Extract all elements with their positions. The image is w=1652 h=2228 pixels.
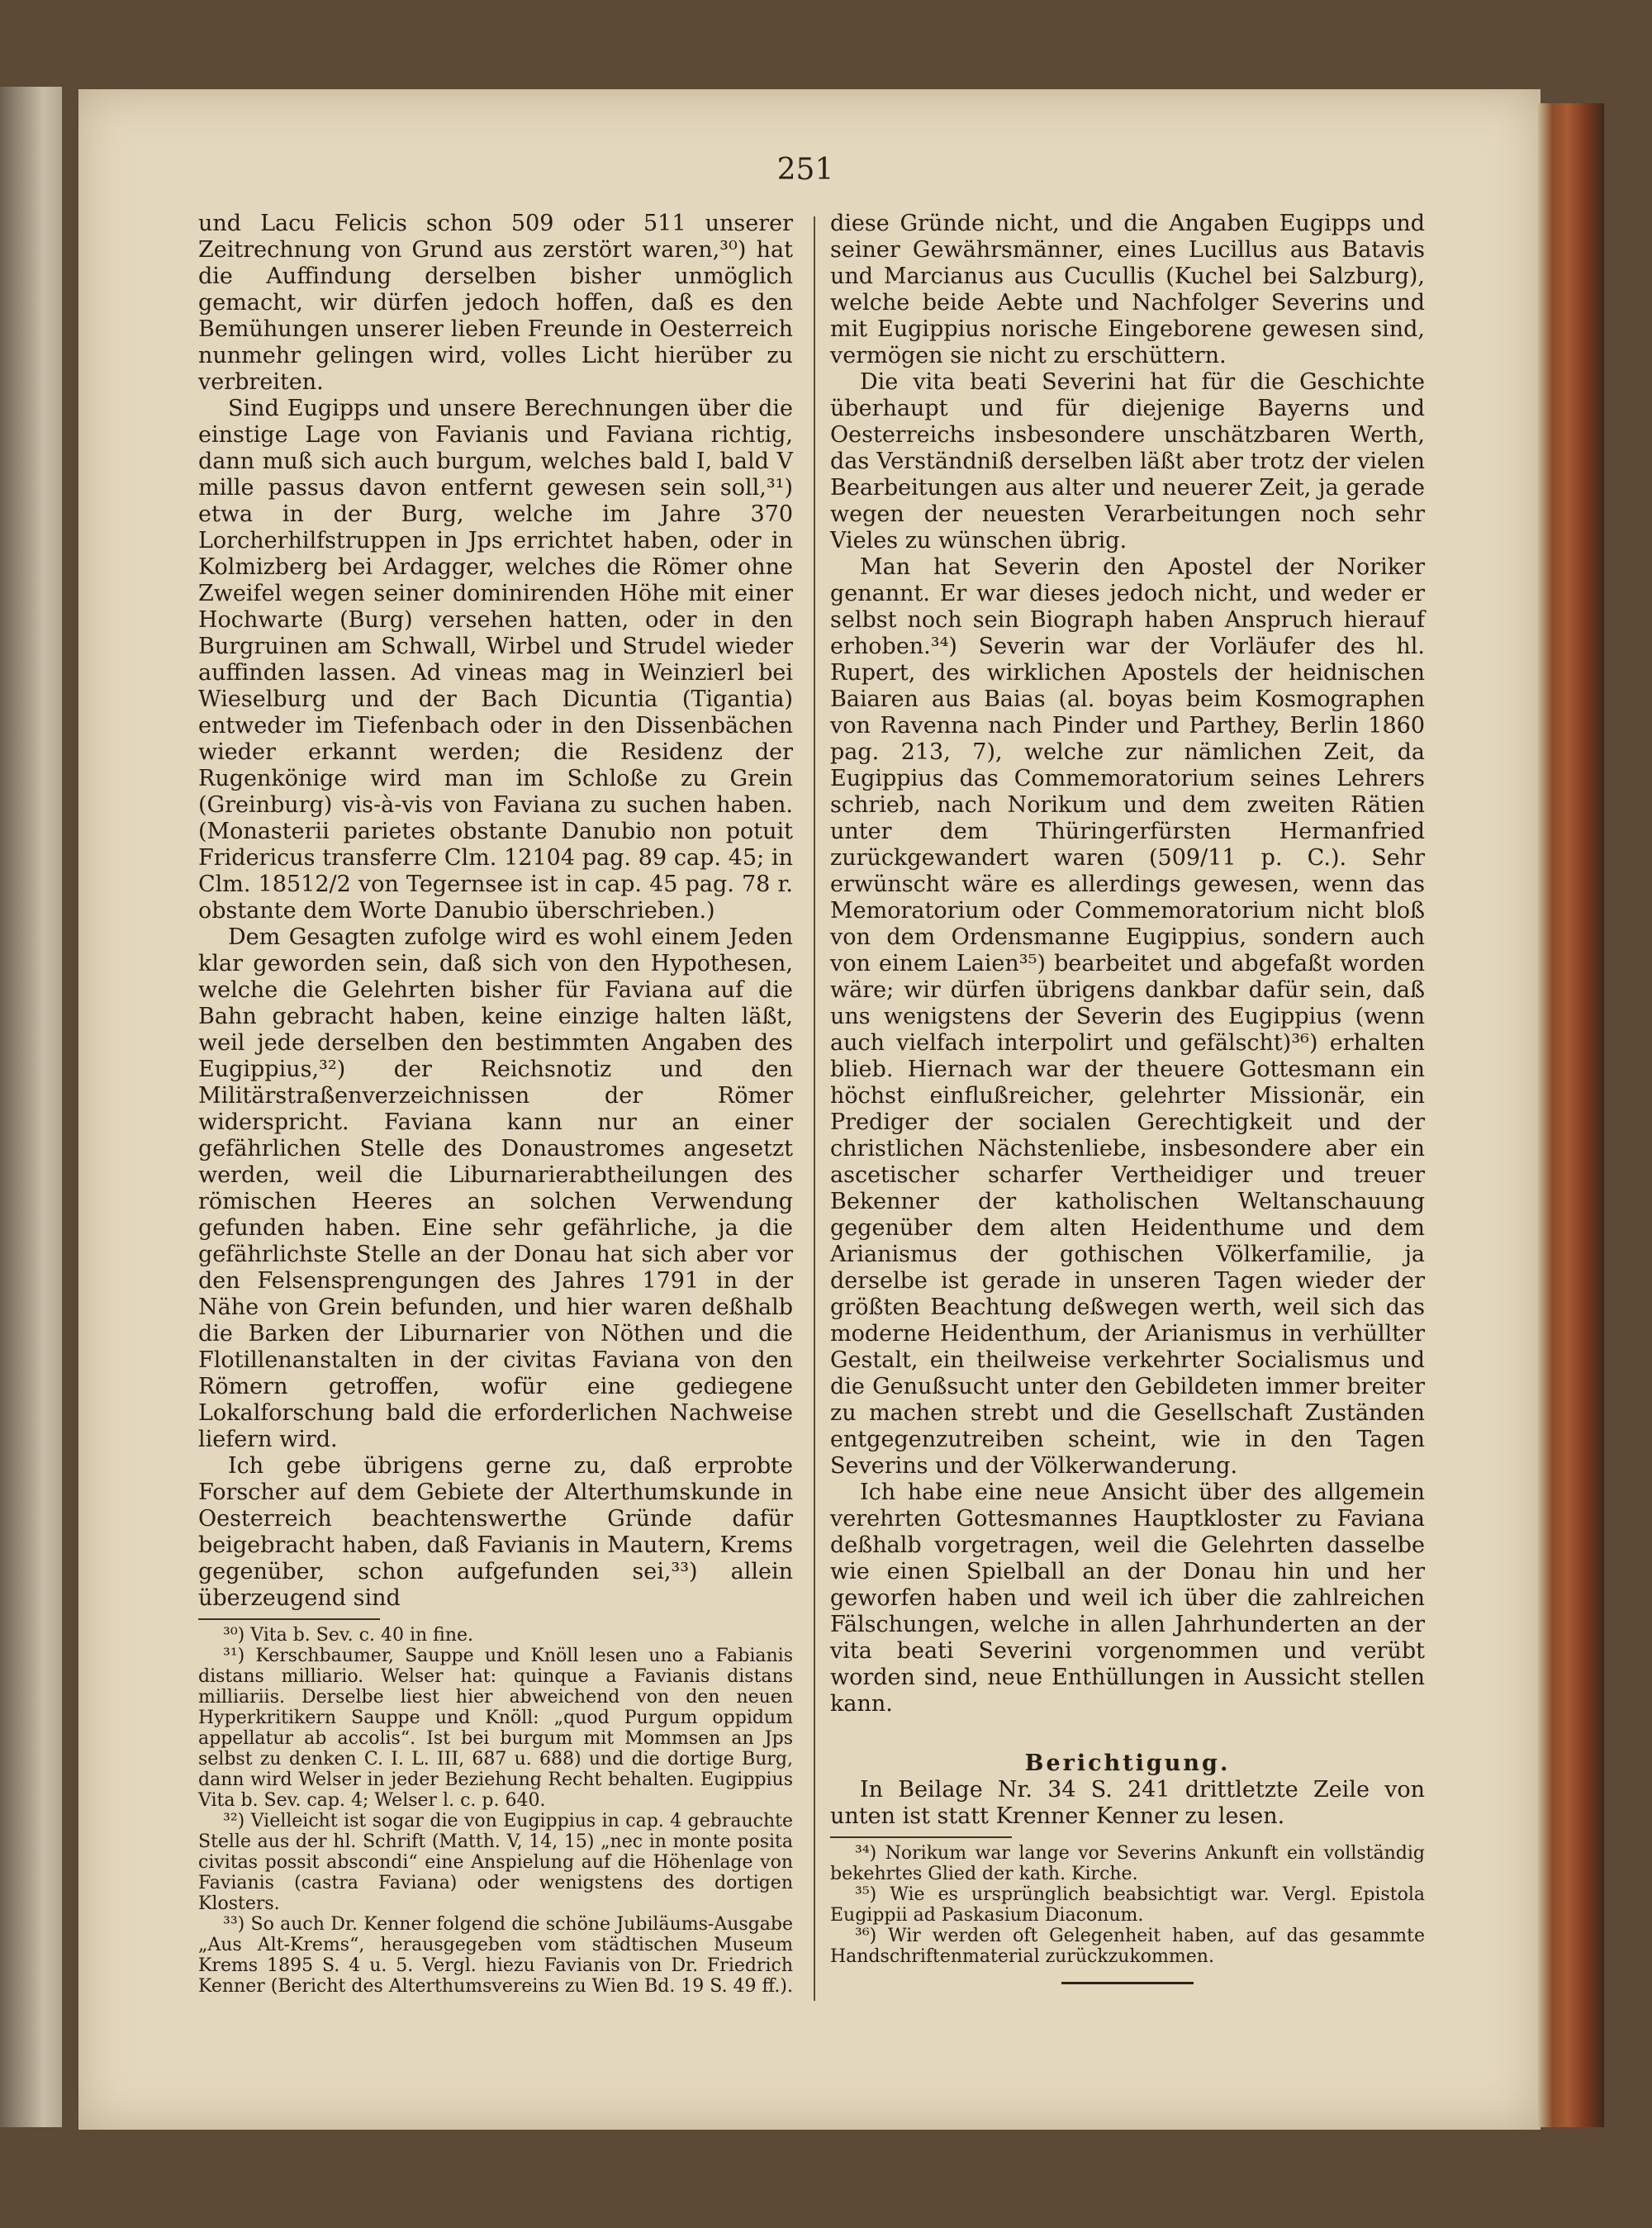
correction-heading: Berichtigung. [1024, 1751, 1231, 1776]
footnote-33: ³³) So auch Dr. Kenner folgend die schöne Jubiläums-Ausgabe „Aus Alt-Krems“, herausgegeben vom städtischen Museum Krems 1895 S. 4 u. 5. Vergl. hiezu Favianis von Dr. Friedrich Kenner (Bericht des Alterthumsvereins zu Wien Bd. 19 S. 49 ff.). [198, 1914, 793, 1997]
right-column [830, 211, 1425, 1984]
right-paragraph-3: Man hat Severin den Apostel der Noriker genannt. Er war dieses jedoch nicht, und weder er selbst noch sein Biograph haben Anspruch hierauf erhoben.³⁴) Severin war der Vorläufer des hl. Rupert, des wirklichen Apostels der heidnischen Baiaren aus Baias (al. boyas beim Kosmographen von Ravenna nach Pinder und Parthey, Berlin 1860 pag. 213, 7), welche zur nämlichen Zeit, da Eugippius das Commemoratorium seines Lehrers schrieb, nach Norikum und dem zweiten Rätien unter dem Thüringerfürsten Hermanfried zurückgewandert waren (509/11 p. C.). Sehr erwünscht wäre es allerdings gewesen, wenn das Memoratorium oder Commemoratorium nicht bloß von dem Ordensmanne Eugippius, sondern auch von einem Laien³⁵) bearbeitet und abgefaßt worden wäre; wir dürfen übrigens dankbar dafür sein, daß uns wenigstens der Severin des Eugippius (wenn auch vielfach interpolirt und gefälscht)³⁶) erhalten blieb. Hiernach war der theuere Gottesmann ein höchst einflußreicher, gelehrter Missionär, ein Prediger der socialen Gerechtigkeit und der christlichen Nächstenliebe, insbesondere aber ein ascetischer scharfer Vertheidiger und treuer Bekenner der katholischen Weltanschauung gegenüber dem alten Heidenthume und dem Arianismus der gothischen Völkerfamilie, ja derselbe ist gerade in unseren Tagen wieder der größten Beachtung deßwegen werth, weil sich das moderne Heidenthum, der Arianismus in verhüllter Gestalt, ein theilweise verkehrter Socialismus und die Genußsucht unter den Gebildeten immer breiter zu machen strebt und die Gesellschaft Zuständen entgegenzutreiben scheint, wie in den Tagen Severins und der Völkerwanderung. [830, 554, 1425, 1479]
footnote-35: ³⁵) Wie es ursprünglich beabsichtigt war. Vergl. Epistola Eugippii ad Paskasium Diaconum. [830, 1884, 1425, 1926]
left-column [198, 211, 793, 1997]
page-number: 251 [776, 153, 834, 187]
left-page-edge [0, 87, 62, 2127]
left-paragraph-1: und Lacu Felicis schon 509 oder 511 unserer Zeitrechnung von Grund aus zerstört waren,³⁰) hat die Auffindung derselben bisher unmöglich gemacht, wir dürfen jedoch hoffen, daß es den Bemühungen unserer lieben Freunde in Oesterreich nunmehr gelingen wird, volles Licht hierüber zu verbreiten. [198, 211, 793, 395]
right-paragraph-2: Die vita beati Severini hat für die Geschichte überhaupt und für diejenige Bayerns und Oesterreichs insbesondere unschätzbaren Werth, das Verständniß derselben läßt aber trotz der vielen Bearbeitungen aus alter und neuerer Zeit, ja gerade wegen der neuesten Verarbeitungen noch sehr Vieles zu wünschen übrig. [830, 369, 1425, 553]
left-footnotes [198, 1625, 793, 1997]
footnote-32: ³²) Vielleicht ist sogar die von Eugippius in cap. 4 gebrauchte Stelle aus der hl. Schrift (Matth. V, 14, 15) „nec in monte posita civitas possit abscondi“ eine Anspielung auf die Höhenlage von Favianis (castra Faviana) oder wenigstens des dortigen Klosters. [198, 1811, 793, 1914]
column-divider [814, 216, 815, 2001]
footnote-34: ³⁴) Norikum war lange vor Severins Ankunft ein vollständig bekehrtes Glied der kath. Kirche. [830, 1843, 1425, 1884]
footnote-36: ³⁶) Wir werden oft Gelegenheit haben, auf das gesammte Handschriftenmaterial zurückzukommen. [830, 1926, 1425, 1967]
left-paragraph-2: Sind Eugipps und unsere Berechnungen über die einstige Lage von Favianis und Faviana richtig, dann muß sich auch burgum, welches bald I, bald V mille passus davon entfernt gewesen sein soll,³¹) etwa in der Burg, welche im Jahre 370 Lorcherhilfstruppen in Jps errichtet haben, oder in Kolmizberg bei Ardagger, welches die Römer ohne Zweifel wegen seiner dominirenden Höhe mit einer Hochwarte (Burg) versehen hatten, oder in den Burgruinen am Schwall, Wirbel und Strudel wieder auffinden lassen. Ad vineas mag in Weinzierl bei Wieselburg und der Bach Dicuntia (Tigantia) entweder im Tiefenbach oder in den Dissenbächen wieder erkannt werden; die Residenz der Rugenkönige wird man im Schloße zu Grein (Greinburg) vis-à-vis von Faviana zu suchen haben. (Monasterii parietes obstante Danubio non potuit Fridericus transferre Clm. 12104 pag. 89 cap. 45; in Clm. 18512/2 von Tegernsee ist in cap. 45 pag. 78 r. obstante dem Worte Danubio überschrieben.) [198, 396, 793, 924]
right-paragraph-1: diese Gründe nicht, und die Angaben Eugipps und seiner Gewährsmänner, eines Lucillus aus Batavis und Marcianus aus Cucullis (Kuchel bei Salzburg), welche beide Aebte und Nachfolger Severins und mit Eugippius norische Eingeborene gewesen sind, vermögen sie nicht zu erschüttern. [830, 211, 1425, 368]
end-rule [1061, 1982, 1194, 1984]
left-paragraph-4: Ich gebe übrigens gerne zu, daß erprobte Forscher auf dem Gebiete der Alterthumskunde in Oesterreich beachtenswerthe Gründe dafür beigebracht haben, daß Favianis in Mautern, Krems gegenüber, schon aufgefunden sei,³³) allein überzeugend sind [198, 1453, 793, 1611]
book-binding-edge [1538, 103, 1604, 2127]
footnote-rule [198, 1618, 380, 1620]
left-paragraph-3: Dem Gesagten zufolge wird es wohl einem Jeden klar geworden sein, daß sich von den Hypothesen, welche die Gelehrten bisher für Faviana auf die Bahn gebracht haben, keine einzige halten läßt, weil jede derselben den bestimmten Angaben des Eugippius,³²) der Reichsnotiz und den Militärstraßenverzeichnissen der Römer widerspricht. Faviana kann nur an einer gefährlichen Stelle des Donaustromes angesetzt werden, weil die Liburnarierabtheilungen des römischen Heeres an solchen Verwendung gefunden haben. Eine sehr gefährliche, ja die gefährlichste Stelle an der Donau hat sich aber vor den Felsensprengungen des Jahres 1791 in der Nähe von Grein befunden, und hier waren deßhalb die Barken der Liburnarier von Nöthen und die Flotillenanstalten in der civitas Faviana von den Römern getroffen, wofür eine gediegene Lokalforschung bald die erforderlichen Nachweise liefern wird. [198, 924, 793, 1452]
footnote-rule [830, 1836, 1012, 1838]
correction-text: In Beilage Nr. 34 S. 241 drittletzte Zeile von unten ist statt Krenner Kenner zu lesen. [830, 1777, 1425, 1829]
footnote-31: ³¹) Kerschbaumer, Sauppe und Knöll lesen uno a Fabianis distans milliario. Welser hat: quinque a Favianis distans milliariis. Derselbe liest hier abweichend von den neuen Hyperkritikern Sauppe und Knöll: „quod Purgum oppidum appellatur ab accolis“. Ist bei burgum mit Mommsen an Jps selbst zu denken C. I. L. III, 687 u. 688) und die dortige Burg, dann wird Welser in jeder Beziehung Recht behalten. Eugippius Vita b. Sev. cap. 4; Welser l. c. p. 640. [198, 1646, 793, 1811]
right-footnotes [830, 1843, 1425, 1967]
right-paragraph-4: Ich habe eine neue Ansicht über des allgemein verehrten Gottesmannes Hauptkloster zu Faviana deßhalb vorgetragen, weil die Gelehrten dasselbe wie einen Spielball an der Donau hin und her geworfen haben und weil ich über die zahlreichen Fälschungen, welche in allen Jahrhunderten an der vita beati Severini vorgenommen und verübt worden sind, neue Enthüllungen in Aussicht stellen kann. [830, 1480, 1425, 1717]
footnote-30: ³⁰) Vita b. Sev. c. 40 in fine. [223, 1625, 474, 1646]
